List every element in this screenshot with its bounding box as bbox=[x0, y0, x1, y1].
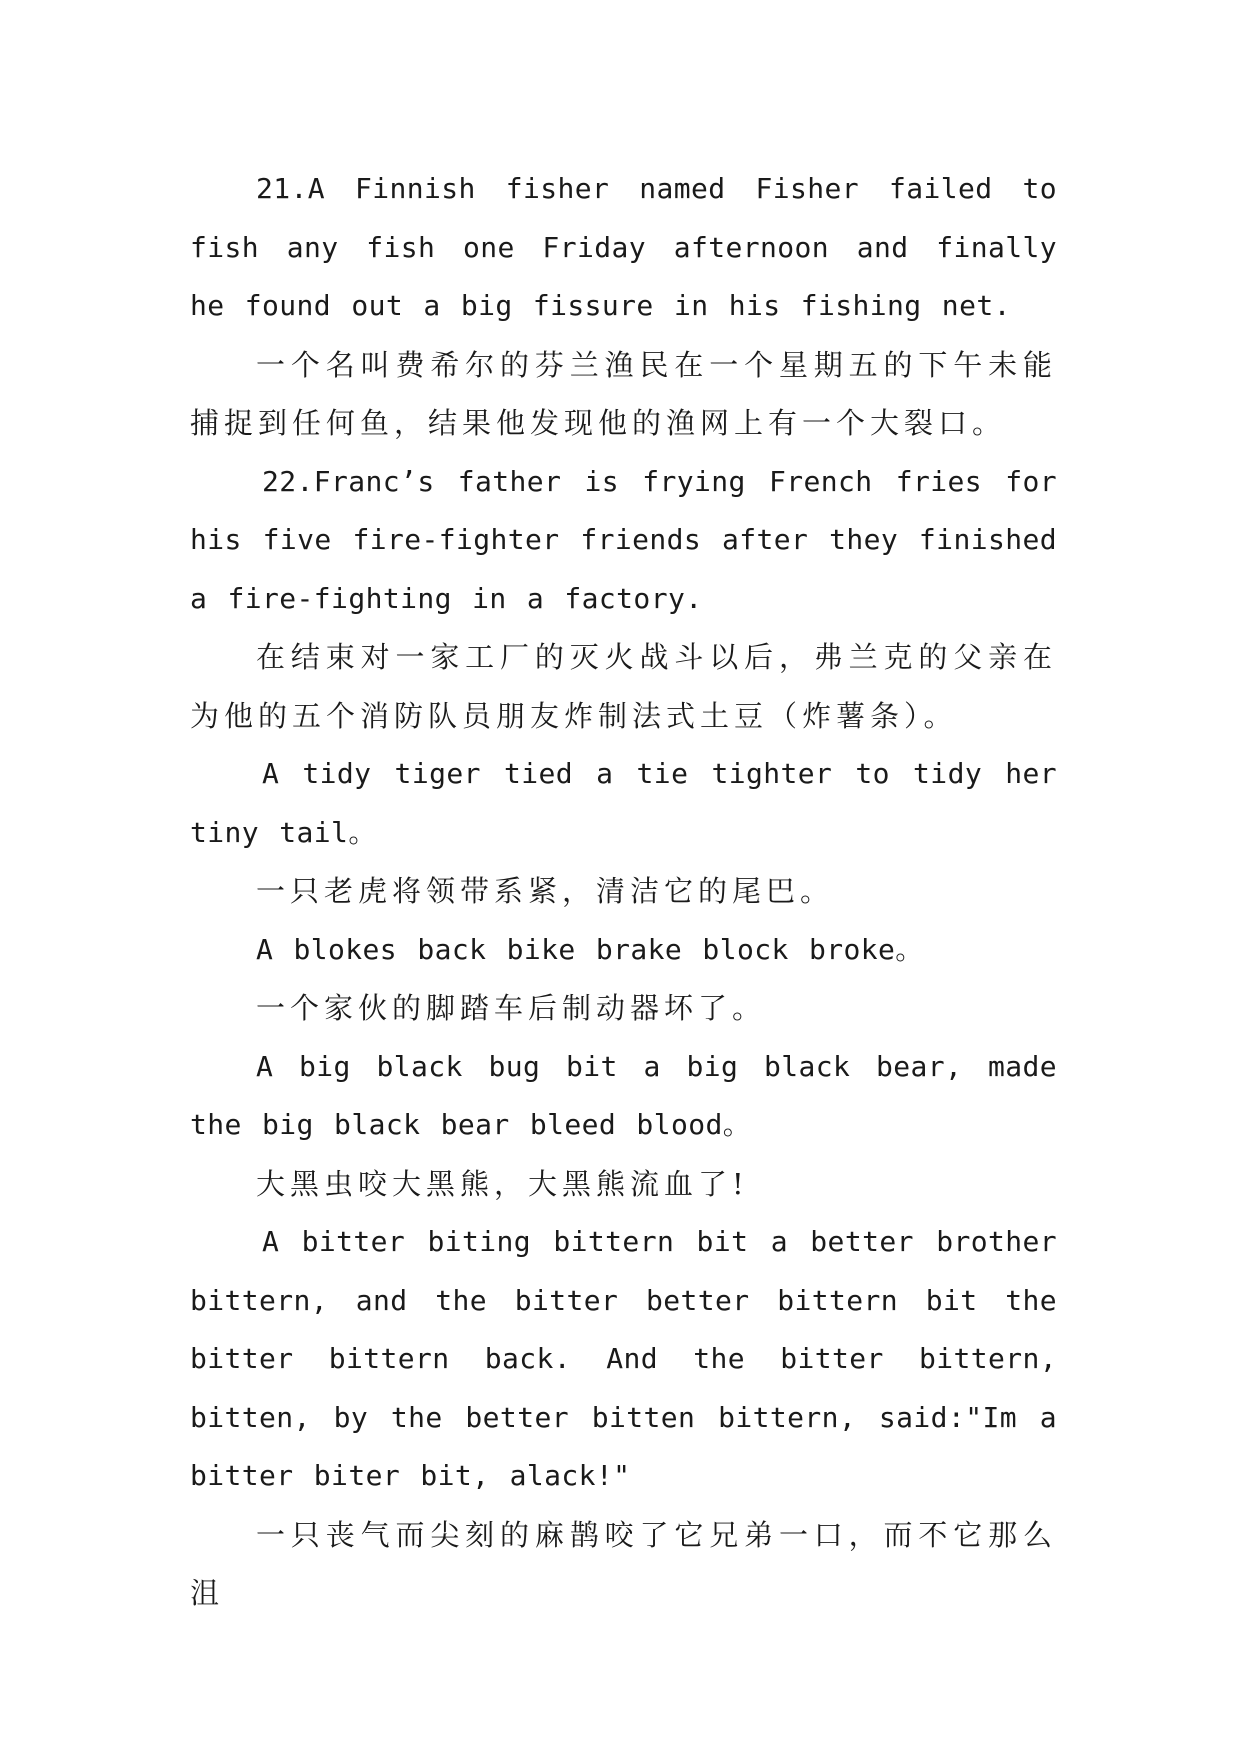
paragraph-bittern-chinese: 一只丧气而尖刻的麻鹊咬了它兄弟一口，而不它那么沮 bbox=[190, 1517, 1057, 1610]
paragraph-bug-chinese: 大黑虫咬大黑熊，大黑熊流血了! bbox=[256, 1166, 749, 1201]
paragraph-bug-english: A big black bug bit a big black bear, made the big black bear bleed blood。 bbox=[190, 1049, 1057, 1141]
paragraph-22-english: 22.Franc’s father is frying French fries for his five fire-fighter friends after they finished a fire-fighting in a factory. bbox=[190, 464, 1057, 615]
paragraph-bike-english: A blokes back bike brake block broke。 bbox=[256, 932, 924, 966]
paragraph-bittern-english: A bitter biting bittern bit a better brother bittern, and the bitter better bittern bit the bitter bittern back. And the bitter bittern, bitten, by the better bitten bittern, said:"Im a bitter biter bit, alack!" bbox=[190, 1225, 1057, 1492]
paragraph-22-chinese: 在结束对一家工厂的灭火战斗以后，弗兰克的父亲在为他的五个消防队员朋友炸制法式土豆（炸薯条）。 bbox=[190, 640, 1057, 733]
paragraph-21-english: 21.A Finnish fisher named Fisher failed to fish any fish one Friday afternoon and finally he found out a big fissure in his fishing net. bbox=[190, 172, 1057, 322]
paragraph-tiger-chinese: 一只老虎将领带系紧，清洁它的尾巴。 bbox=[256, 874, 835, 908]
paragraph-21-chinese: 一个名叫费希尔的芬兰渔民在一个星期五的下午未能捕捉到任何鱼，结果他发现他的渔网上有一个大裂口。 bbox=[190, 347, 1057, 440]
document-body bbox=[190, 160, 1057, 1623]
paragraph-bike-chinese: 一个家伙的脚踏车后制动器坏了。 bbox=[256, 991, 767, 1025]
paragraph-tiger-english: A tidy tiger tied a tie tighter to tidy her tiny tail。 bbox=[190, 757, 1057, 849]
